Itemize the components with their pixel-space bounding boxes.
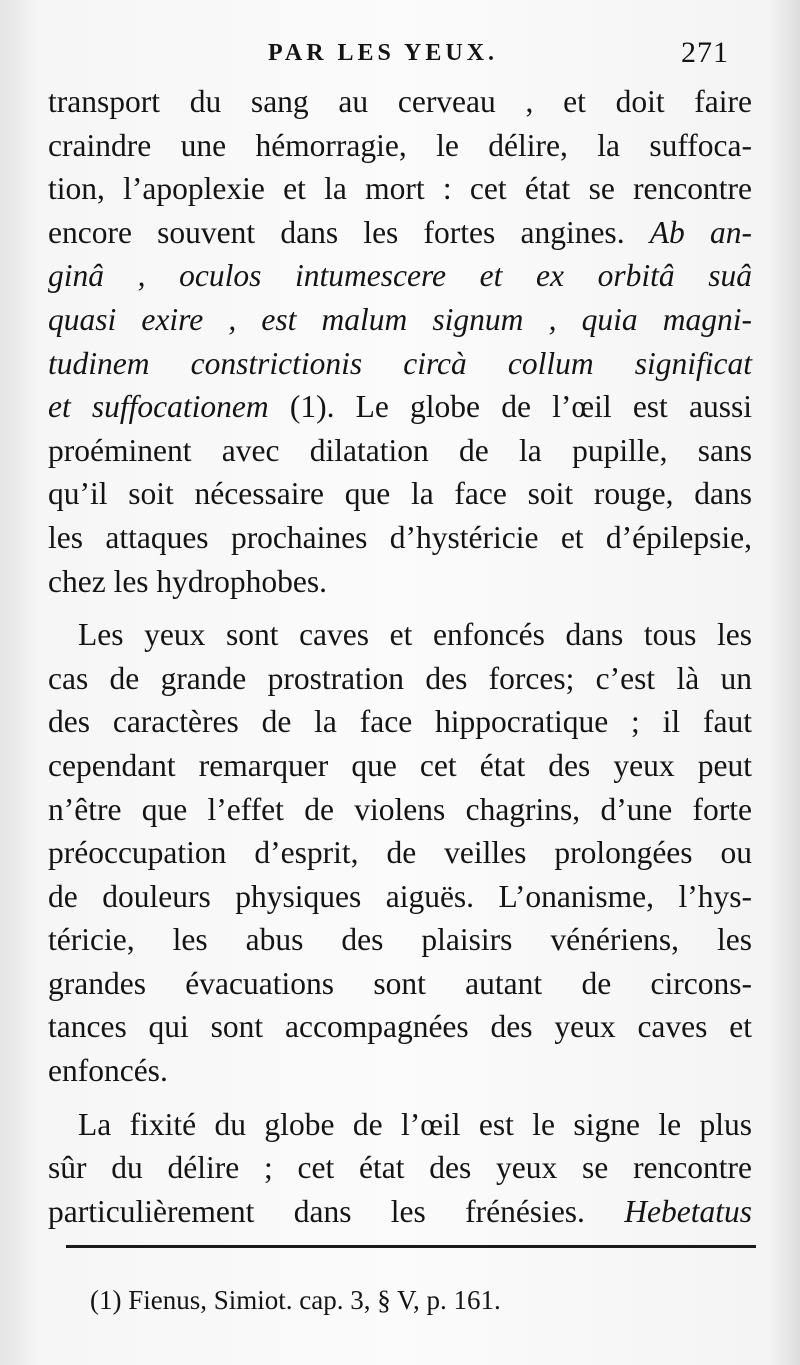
text-line: les attaques prochaines d’hystéricie et d’épilepsie, (48, 519, 752, 555)
page-number: 271 (681, 36, 729, 69)
text-line: enfoncés. (48, 1053, 168, 1089)
latin-quotation-line: ginâ , oculos intumescere et ex orbitâ suâ (48, 258, 752, 294)
text-line: cas de grande prostration des forces; c’est là un (48, 660, 752, 696)
running-head (0, 36, 800, 72)
text-segment: encore souvent dans les fortes angines. (48, 214, 650, 250)
text-line: grandes évacuations sont autant de circons- (48, 965, 752, 1001)
text-line: transport du sang au cerveau , et doit faire (48, 84, 752, 119)
latin-quotation: Ab an- (649, 214, 752, 250)
text-line: de douleurs physiques aiguës. L’onanisme, l’hys- (48, 878, 752, 914)
paragraph-2 (48, 613, 752, 1093)
text-line: n’être que l’effet de violens chagrins, d’une forte (48, 791, 752, 827)
text-line: Les yeux sont caves et enfoncés dans tous les (78, 617, 752, 653)
paragraph-1 (48, 80, 752, 603)
text-line: téricie, les abus des plaisirs vénériens, les (48, 922, 752, 958)
latin-quotation: Hebetatus (624, 1193, 752, 1229)
text-line: chez les hydrophobes. (48, 563, 328, 599)
body-text (48, 80, 752, 1233)
text-line: tances qui sont accompagnées des yeux caves et (48, 1009, 752, 1045)
text-line: La fixité du globe de l’œil est le signe le plus (78, 1106, 752, 1142)
text-line: préoccupation d’esprit, de veilles prolongées ou (48, 835, 752, 871)
text-line: des caractères de la face hippocratique ; il faut (48, 704, 752, 740)
footnote: (1) Fienus, Simiot. cap. 3, § V, p. 161. (90, 1285, 501, 1315)
text-line: qu’il soit nécessaire que la face soit rouge, dans (48, 476, 752, 512)
latin-quotation: et suffocationem (48, 389, 269, 425)
text-line (48, 211, 752, 255)
text-line (48, 1190, 752, 1234)
text-segment: (1). Le globe de l’œil est aussi (268, 389, 752, 425)
text-line: proéminent avec dilatation de la pupille, sans (48, 432, 752, 468)
text-line: craindre une hémorragie, le délire, la suffoca- (48, 127, 752, 163)
paragraph-3 (48, 1103, 752, 1234)
running-title: PAR LES YEUX. (268, 40, 499, 66)
text-line (48, 385, 752, 429)
latin-quotation-line: quasi exire , est malum signum , quia magni- (48, 301, 752, 337)
text-line: sûr du délire ; cet état des yeux se rencontre (48, 1150, 752, 1186)
text-line: tion, l’apoplexie et la mort : cet état se rencontre (48, 171, 752, 207)
footnote-rule (66, 1245, 756, 1248)
text-line: cependant remarquer que cet état des yeux peut (48, 747, 752, 783)
text-segment: particulièrement dans les frénésies. (48, 1193, 625, 1229)
latin-quotation-line: tudinem constrictionis circà collum significat (48, 345, 752, 381)
